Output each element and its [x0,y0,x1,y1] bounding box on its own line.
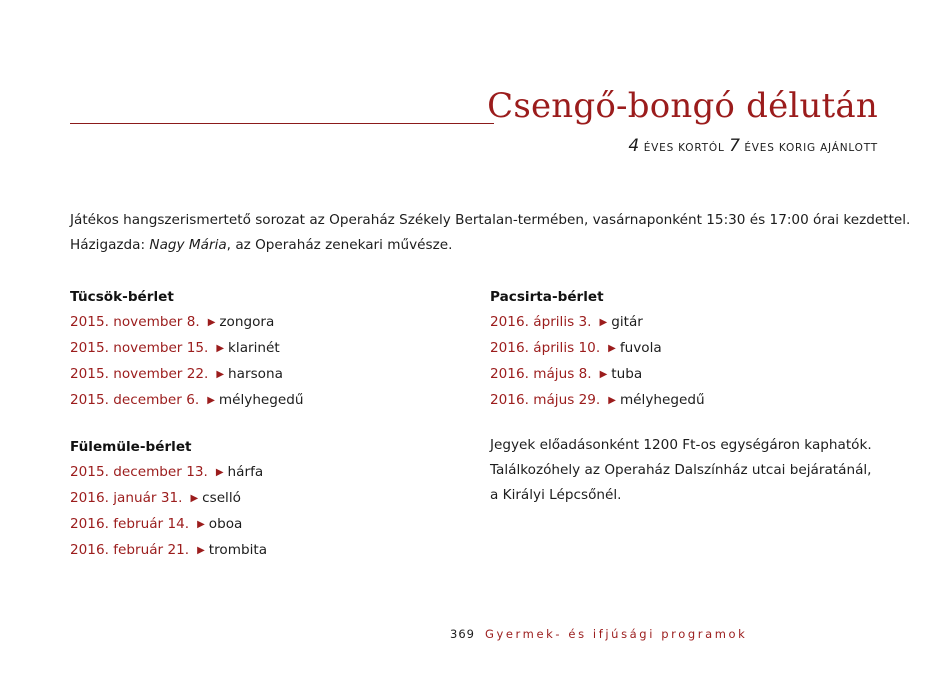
play-triangle-icon: ▶ [599,369,608,380]
ticket-info-line-1: Jegyek előadásonként 1200 Ft-os egységáron kaphatók. [490,437,872,453]
list-item [70,512,267,538]
play-triangle-icon: ▶ [608,395,616,406]
section-pacsirta-berlet [490,285,705,414]
host-name: Nagy Mária [149,237,227,253]
play-triangle-icon: ▶ [608,343,616,354]
list-item [490,362,705,388]
instrument: hárfa [227,464,264,480]
age-to: 7 [729,136,740,156]
event-date: 2015. november 22. [70,366,209,382]
event-date: 2015. december 6. [70,392,200,408]
event-date: 2016. január 31. [70,490,183,506]
event-date: 2016. február 21. [70,542,190,558]
instrument: zongora [219,314,275,330]
list-item [490,388,705,414]
ticket-info [490,433,872,508]
event-date: 2016. április 3. [490,314,592,330]
event-date: 2015. december 13. [70,464,208,480]
intro-line-1: Játékos hangszerismertető sorozat az Operaház Székely Bertalan-termében, vasárnaponként 15:30 és 17:00 órai kezdettel. [70,212,911,228]
instrument: klarinét [228,340,280,356]
section-title: Tücsök-bérlet [70,289,174,305]
section-tucsok-berlet [70,285,304,414]
instrument: gitár [611,314,643,330]
instrument: mélyhegedű [218,392,304,408]
list-item [70,388,304,414]
list-item [490,336,705,362]
ticket-info-line-3: a Királyi Lépcsőnél. [490,487,622,503]
event-date: 2015. november 15. [70,340,209,356]
play-triangle-icon: ▶ [197,519,205,530]
event-date: 2016. május 29. [490,392,601,408]
list-item [70,538,267,564]
age-to-label: ÉVES KORIG AJÁNLOTT [744,142,878,154]
age-recommendation [628,136,878,156]
play-triangle-icon: ▶ [215,467,224,478]
section-fulemule-berlet [70,435,267,564]
page-footer [450,627,747,641]
play-triangle-icon: ▶ [216,369,225,380]
section-title: Fülemüle-bérlet [70,439,192,455]
instrument: tuba [611,366,643,382]
instrument: harsona [228,366,283,382]
instrument: mélyhegedű [619,392,705,408]
instrument: fuvola [619,340,662,356]
event-date: 2016. április 10. [490,340,601,356]
host-prefix: Házigazda: [70,237,150,253]
ticket-info-line-2: Találkozóhely az Operaház Dalszínház utcai bejáratánál, [490,462,872,478]
age-from: 4 [628,136,640,156]
footer-section-title: Gyermek- és ifjúsági programok [484,627,748,641]
instrument: trombita [208,542,268,558]
event-date: 2016. május 8. [490,366,592,382]
instrument: cselló [202,490,241,506]
list-item [70,336,304,362]
intro-line-2 [70,233,890,258]
list-item [70,362,304,388]
list-item [490,310,705,336]
play-triangle-icon: ▶ [190,493,199,504]
page-title: Csengő-bongó délután [487,86,878,126]
play-triangle-icon: ▶ [216,343,225,354]
instrument: oboa [208,516,243,532]
play-triangle-icon: ▶ [197,545,205,556]
list-item [70,310,304,336]
play-triangle-icon: ▶ [207,395,215,406]
play-triangle-icon: ▶ [599,317,608,328]
age-from-label: ÉVES KORTÓL [643,142,725,154]
event-date: 2016. február 14. [70,516,190,532]
host-suffix: , az Operaház zenekari művésze. [226,237,453,253]
section-title: Pacsirta-bérlet [490,289,604,305]
title-rule [70,123,494,124]
play-triangle-icon: ▶ [207,317,216,328]
intro-text [70,208,911,258]
list-item [70,460,267,486]
event-date: 2015. november 8. [70,314,200,330]
page-number: 369 [450,627,475,641]
list-item [70,486,267,512]
